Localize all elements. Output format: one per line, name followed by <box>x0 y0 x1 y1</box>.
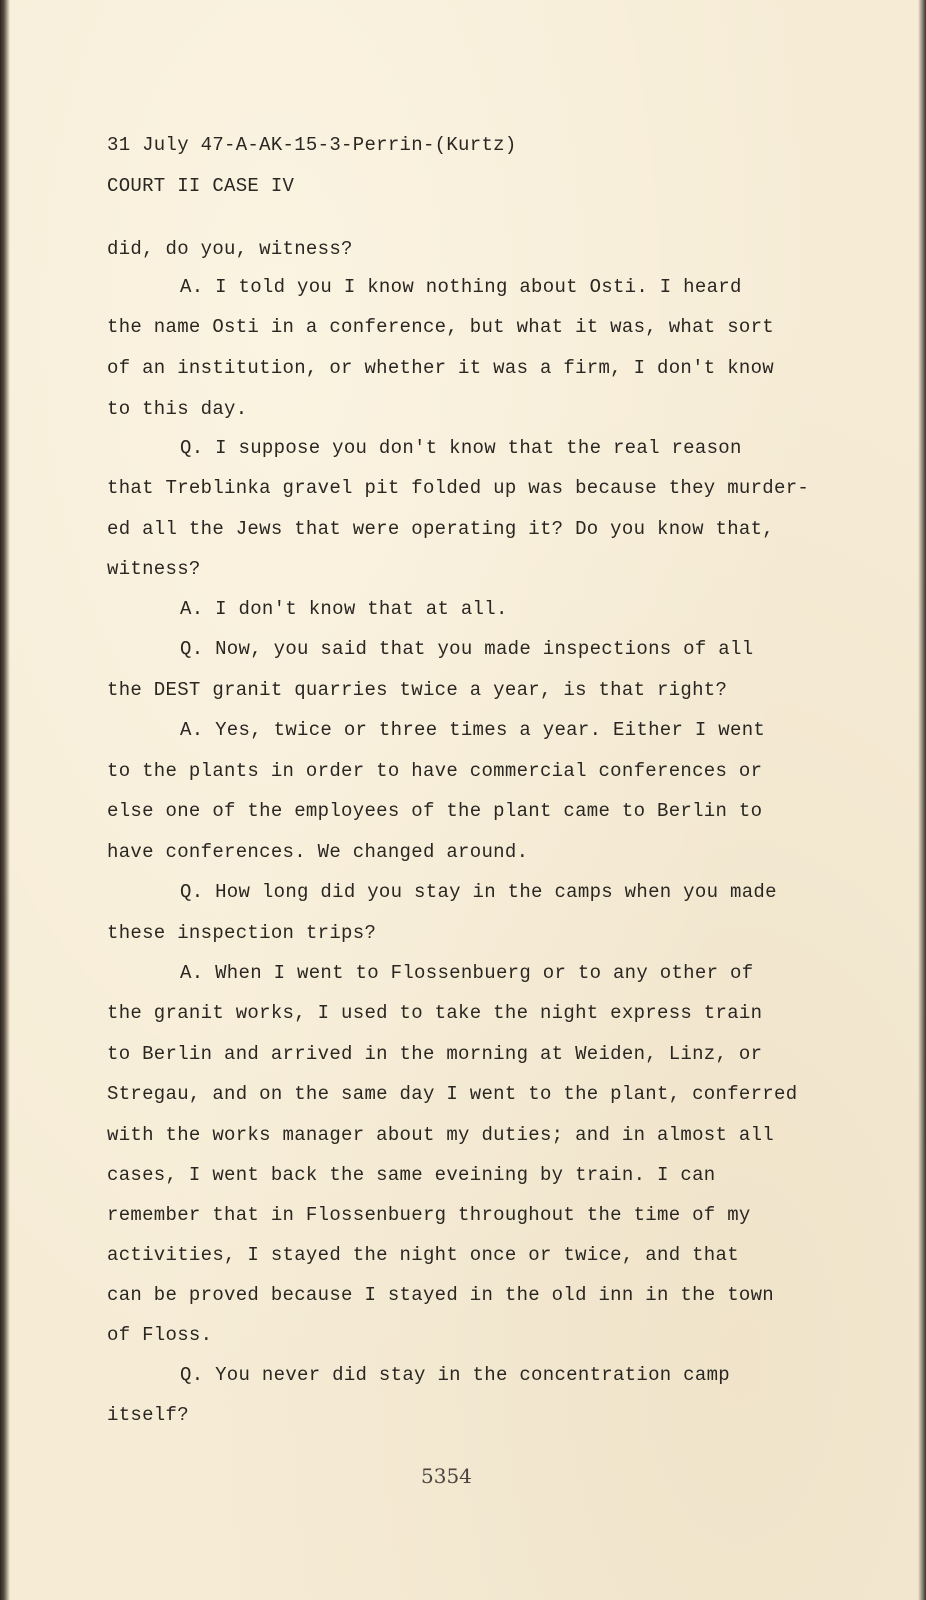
transcript-line: A. When I went to Flossenbuerg or to any other of <box>180 962 754 984</box>
transcript-line: to this day. <box>107 398 248 420</box>
transcript-line: the granit works, I used to take the night express train <box>107 1002 763 1024</box>
transcript-line: to the plants in order to have commercial conferences or <box>107 760 763 782</box>
transcript-line: witness? <box>107 558 201 580</box>
header-court-case: COURT II CASE IV <box>107 175 295 197</box>
transcript-line: Stregau, and on the same day I went to the plant, conferred <box>107 1083 798 1105</box>
header-date-reference: 31 July 47-A-AK-15-3-Perrin-(Kurtz) <box>107 134 517 156</box>
transcript-line: cases, I went back the same eveining by train. I can <box>107 1164 716 1186</box>
transcript-line: itself? <box>107 1404 189 1426</box>
transcript-line: these inspection trips? <box>107 922 377 944</box>
transcript-line: of Floss. <box>107 1324 213 1346</box>
transcript-line: A. Yes, twice or three times a year. Either I went <box>180 719 766 741</box>
transcript-line: of an institution, or whether it was a firm, I don't know <box>107 357 775 379</box>
transcript-line: can be proved because I stayed in the old inn in the town <box>107 1284 775 1306</box>
page-edge-shadow-left <box>0 0 10 1600</box>
transcript-line: Q. How long did you stay in the camps when you made <box>180 881 777 903</box>
transcript-line: the DEST granit quarries twice a year, is that right? <box>107 679 728 701</box>
transcript-line: activities, I stayed the night once or twice, and that <box>107 1244 739 1266</box>
transcript-line: that Treblinka gravel pit folded up was because they murder- <box>107 477 810 499</box>
page-number: 5354 <box>421 1464 472 1488</box>
transcript-line: with the works manager about my duties; and in almost all <box>107 1124 775 1146</box>
transcript-line: did, do you, witness? <box>107 238 353 260</box>
transcript-line: else one of the employees of the plant came to Berlin to <box>107 800 763 822</box>
transcript-line: ed all the Jews that were operating it? Do you know that, <box>107 518 775 540</box>
transcript-line: A. I told you I know nothing about Osti. I heard <box>180 276 742 298</box>
transcript-line: Q. You never did stay in the concentration camp <box>180 1364 730 1386</box>
transcript-line: A. I don't know that at all. <box>180 598 508 620</box>
transcript-line: the name Osti in a conference, but what it was, what sort <box>107 316 775 338</box>
transcript-line: have conferences. We changed around. <box>107 841 529 863</box>
transcript-line: Q. Now, you said that you made inspections of all <box>180 638 754 660</box>
transcript-line: remember that in Flossenbuerg throughout the time of my <box>107 1204 751 1226</box>
page-edge-shadow-right <box>918 0 926 1600</box>
transcript-line: to Berlin and arrived in the morning at Weiden, Linz, or <box>107 1043 763 1065</box>
transcript-line: Q. I suppose you don't know that the real reason <box>180 437 742 459</box>
